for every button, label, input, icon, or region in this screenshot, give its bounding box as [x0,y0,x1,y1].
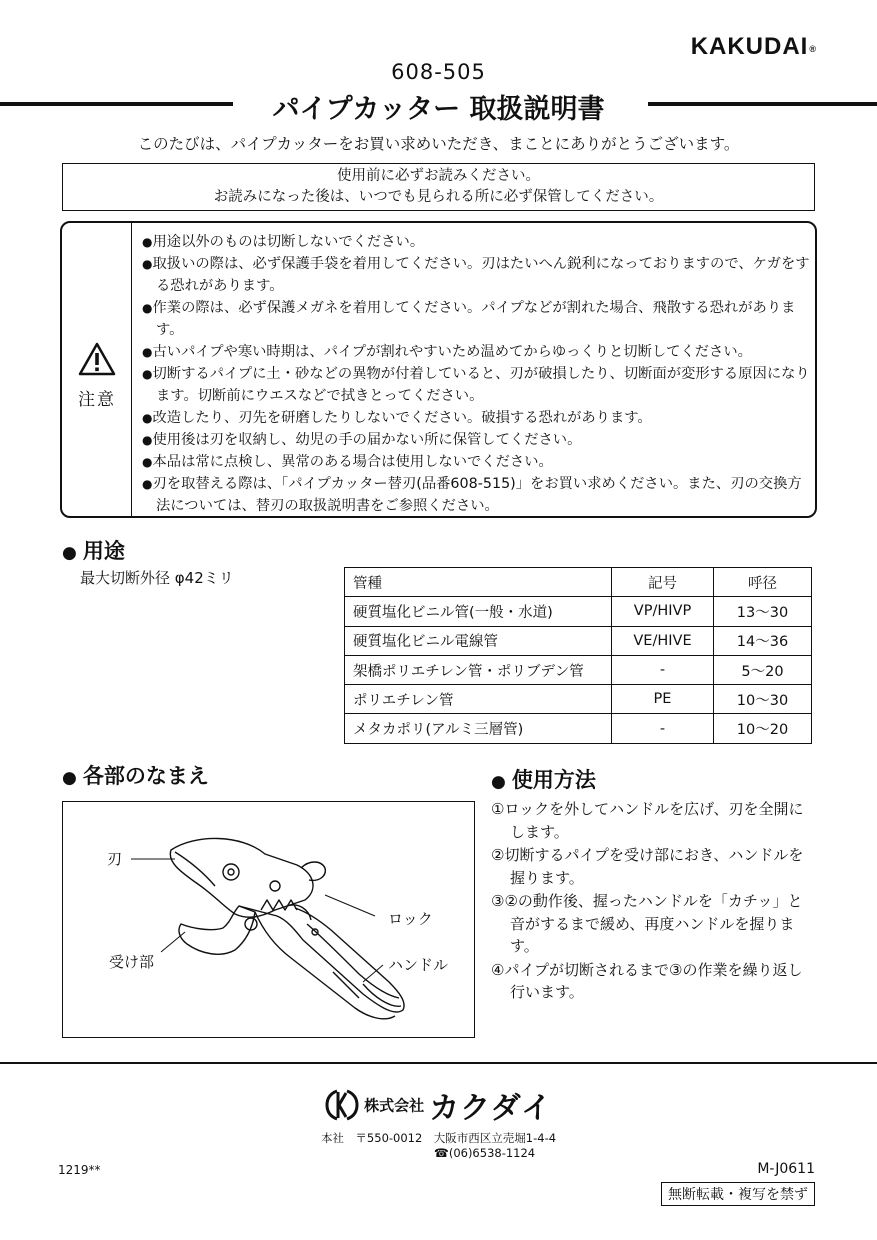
thanks-message: このたびは、パイプカッターをお買い求めいただき、まことにありがとうございます。 [137,135,740,153]
label-handle: ハンドル [388,956,449,974]
usage-heading-text: 用途 [82,539,125,563]
pipe-table [344,567,812,744]
caution-item: ● 刃を取替える際は、「パイプカッター替刃(品番608-515)」をお買い求めください。また、刃の交換方法については、替刃の取扱説明書をご参照ください。 [142,473,812,517]
table-row [345,597,812,626]
parts-heading [62,760,209,790]
table-cell: 硬質塩化ビニル管(一般・水道) [345,597,612,626]
table-row [345,714,812,743]
document-number: M-J0611 [757,1161,815,1177]
table-cell: 13～30 [714,597,812,626]
table-cell: 5～20 [714,655,812,684]
usage-heading [62,535,125,565]
caution-box [60,221,817,518]
bullet-icon: ● [62,543,77,563]
table-row [345,655,812,684]
company-logo [0,1083,877,1127]
warning-triangle-icon [78,341,116,377]
step-item: ③②の動作後、握ったハンドルを「カチッ」と音がするまで緩め、再度ハンドルを握ります。 [491,892,803,955]
caution-item: ● 改造したり、刃先を研磨したりしないでください。破損する恐れがあります。 [142,407,812,429]
parts-diagram [62,801,475,1038]
step-item: ④パイプが切断されるまで③の作業を繰り返し行います。 [491,960,803,1001]
read-notice-box [62,163,815,211]
table-header-cell: 呼径 [714,568,812,597]
table-header-row [345,568,812,597]
page-title: パイプカッター 取扱説明書 [272,94,605,125]
table-cell: 14～36 [714,626,812,655]
table-header-cell: 管種 [345,568,612,597]
table-cell: PE [612,685,714,714]
bullet-icon: ● [491,772,506,792]
caution-list [142,231,812,517]
table-row [345,685,812,714]
phone-number: (06)6538-1124 [448,1146,536,1160]
max-cut-diameter: 最大切断外径 φ42ミリ [80,569,234,587]
label-blade: 刃 [107,850,123,868]
parts-heading-text: 各部のなまえ [82,764,209,788]
table-cell: 10～20 [714,714,812,743]
table-cell: VE/HIVE [612,626,714,655]
label-lock: ロック [388,910,433,928]
company-mark-icon [325,1088,359,1122]
howto-heading-text: 使用方法 [511,768,596,792]
footer-rule [0,1062,877,1064]
step-item: ②切断するパイプを受け部におき、ハンドルを握ります。 [491,846,804,887]
caution-item: ● 取扱いの際は、必ず保護手袋を着用してください。刃はたいへん鋭利になっておりますので、ケガをする恐れがあります。 [142,253,812,297]
phone-icon: ☎ [433,1146,449,1160]
howto-steps [491,798,811,1005]
caution-item: ● 作業の際は、必ず保護メガネを着用してください。パイプなどが割れた場合、飛散する恐れがあります。 [142,297,812,341]
company-phone [0,1146,877,1160]
caution-item: ● 古いパイプや寒い時期は、パイプが割れやすいため温めてからゆっくりと切断してください。 [142,341,812,363]
table-cell: ポリエチレン管 [345,685,612,714]
table-cell: VP/HIVP [612,597,714,626]
read-notice-line-2: お読みになった後は、いつでも見られる所に必ず保管してください。 [213,189,664,205]
table-header-cell: 記号 [612,568,714,597]
table-cell: 硬質塩化ビニル電線管 [345,626,612,655]
table-cell: - [612,655,714,684]
company-address: 本社 〒550-0012 大阪市西区立売堀1-4-4 [320,1131,557,1145]
company-name: カクダイ [429,1091,552,1126]
caution-header [62,223,132,516]
print-code: 1219** [58,1163,101,1177]
table-row [345,626,812,655]
caution-item: ● 切断するパイプに土・砂などの異物が付着していると、刃が破損したり、切断面が変形する原因になります。切断前にウエスなどで拭きとってください。 [142,363,812,407]
table-cell: 架橋ポリエチレン管・ポリブデン管 [345,655,612,684]
copy-notice: 無断転載・複写を禁ず [661,1182,815,1206]
brand-name: KAKUDAI [690,33,809,60]
model-number: 608-505 [391,60,486,84]
caution-item: ● 用途以外のものは切断しないでください。 [142,231,812,253]
table-cell: 10～30 [714,685,812,714]
registered-mark: ® [809,44,817,54]
table-cell: メタカポリ(アルミ三層管) [345,714,612,743]
howto-heading [491,764,596,794]
caution-item: ● 使用後は刃を収納し、幼児の手の届かない所に保管してください。 [142,429,812,451]
company-prefix: 株式会社 [364,1096,425,1115]
read-notice-line-1: 使用前に必ずお読みください。 [337,168,540,184]
table-cell: - [612,714,714,743]
caution-label: 注意 [78,390,116,410]
caution-item: ● 本品は常に点検し、異常のある場合は使用しないでください。 [142,451,812,473]
bullet-icon: ● [62,768,77,788]
brand-logo [691,33,817,61]
step-item: ①ロックを外してハンドルを広げ、刃を全開にします。 [491,800,804,841]
label-receiver: 受け部 [109,953,155,971]
